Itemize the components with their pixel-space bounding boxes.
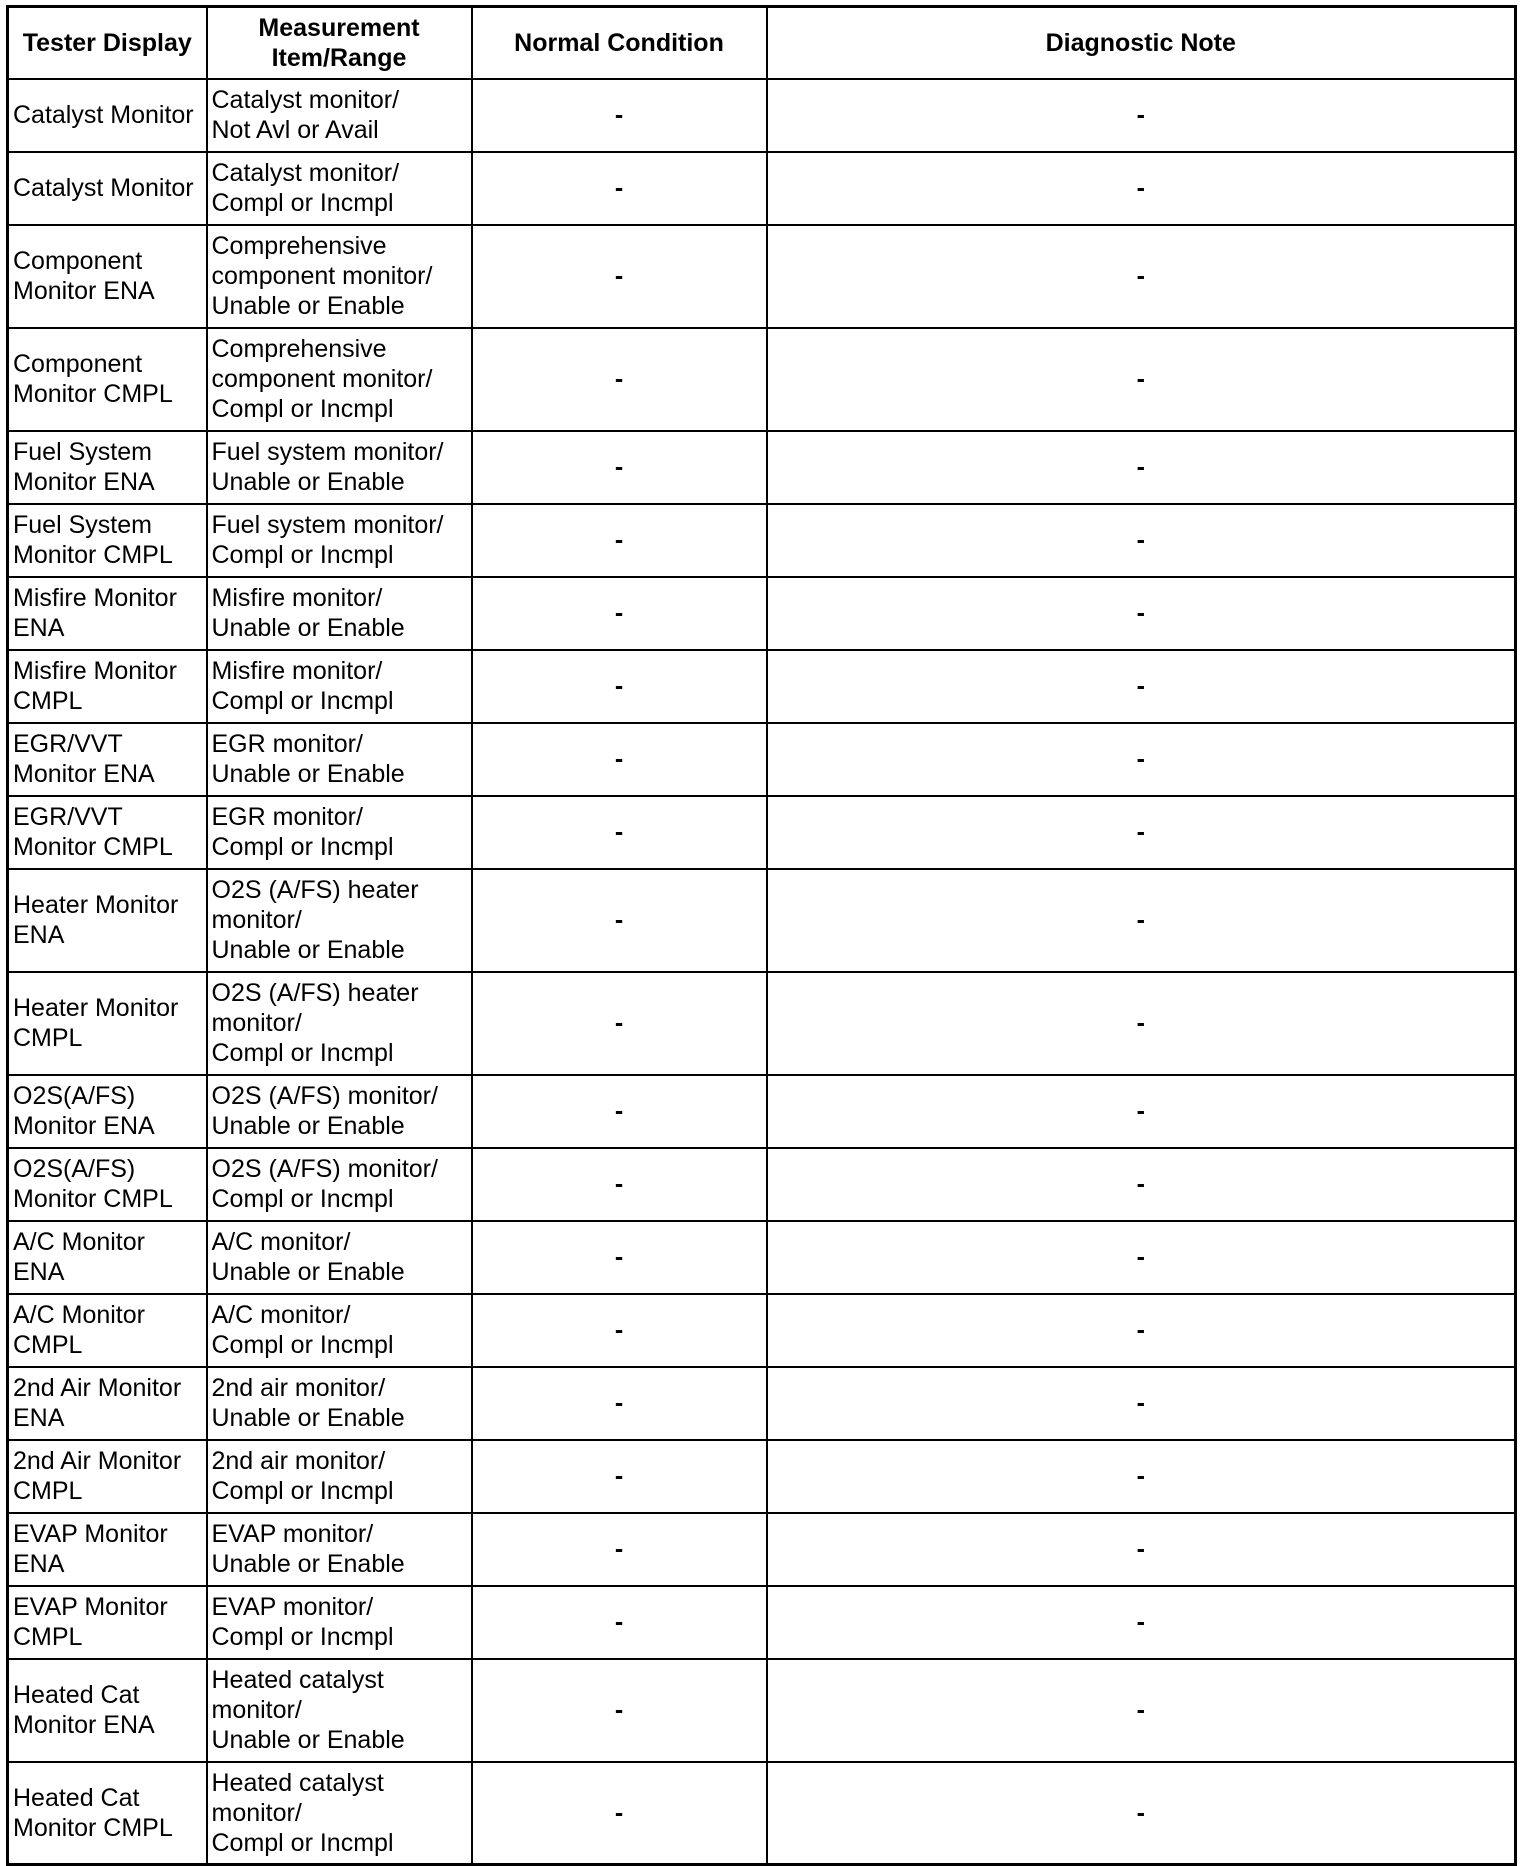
normal-condition-cell: [472, 431, 767, 504]
normal-condition-cell: [472, 225, 767, 328]
normal-condition-cell-text: -: [614, 1608, 624, 1636]
diagnostic-note-cell-text: -: [1136, 1009, 1145, 1037]
measurement-cell-text: O2S (A/FS) monitor/ Compl or Incmpl: [211, 1155, 438, 1213]
table-row: [8, 796, 1516, 869]
measurement-cell: [207, 225, 472, 328]
table-row: [8, 152, 1516, 225]
measurement-cell: [207, 650, 472, 723]
normal-condition-cell-text: -: [614, 1798, 624, 1827]
diagnostic-note-cell-text: -: [1136, 599, 1145, 627]
normal-condition-cell-text: -: [614, 1462, 624, 1490]
normal-condition-cell-text: -: [614, 672, 624, 700]
table-row: [8, 1294, 1516, 1367]
tester-display-cell: [8, 650, 207, 723]
tester-display-cell: [8, 1075, 207, 1148]
measurement-cell-text: EGR monitor/ Compl or Incmpl: [211, 803, 394, 861]
measurement-cell-text: Heated catalyst monitor/ Unable or Enable: [211, 1666, 405, 1754]
diagnostic-note-cell: [767, 504, 1516, 577]
table-row: [8, 723, 1516, 796]
normal-condition-cell: [472, 1659, 767, 1762]
measurement-cell: [207, 79, 472, 152]
tester-display-cell: [8, 1148, 207, 1221]
tester-display-cell: [8, 504, 207, 577]
table-row: [8, 650, 1516, 723]
measurement-cell: [207, 1148, 472, 1221]
diagnostic-note-cell-text: -: [1136, 453, 1145, 481]
tester-display-cell: [8, 1440, 207, 1513]
measurement-cell-text: Heated catalyst monitor/ Compl or Incmpl: [211, 1768, 394, 1857]
tester-display-cell-text: Heater Monitor ENA: [13, 891, 179, 949]
measurement-cell-text: Catalyst monitor/ Not Avl or Avail: [211, 86, 400, 144]
table-header-row: [8, 7, 1516, 79]
normal-condition-cell-text: -: [614, 365, 624, 393]
diagnostic-note-cell: [767, 869, 1516, 972]
measurement-cell: [207, 152, 472, 225]
measurement-cell-text: 2nd air monitor/ Unable or Enable: [211, 1374, 405, 1432]
measurement-cell: [207, 869, 472, 972]
normal-condition-cell: [472, 152, 767, 225]
diagnostic-note-cell-text: -: [1136, 1696, 1145, 1724]
diagnostic-note-cell-text: -: [1136, 1316, 1145, 1344]
diagnostic-note-cell: [767, 225, 1516, 328]
diagnostic-note-cell: [767, 431, 1516, 504]
measurement-cell-text: EGR monitor/ Unable or Enable: [211, 730, 405, 788]
tester-display-cell: [8, 1762, 207, 1865]
measurement-cell-text: A/C monitor/ Unable or Enable: [211, 1228, 405, 1286]
monitor-status-table: [6, 5, 1517, 1866]
diagnostic-note-cell: [767, 650, 1516, 723]
normal-condition-cell-text: -: [614, 818, 624, 846]
table-row: [8, 869, 1516, 972]
diagnostic-note-cell: [767, 1513, 1516, 1586]
measurement-cell: [207, 1586, 472, 1659]
diagnostic-note-cell: [767, 723, 1516, 796]
diagnostic-note-cell-text: -: [1136, 1462, 1145, 1490]
normal-condition-cell-text: -: [614, 101, 624, 129]
measurement-cell: [207, 1762, 472, 1865]
table-row: [8, 1075, 1516, 1148]
normal-condition-cell-text: -: [614, 1316, 624, 1344]
normal-condition-cell: [472, 1586, 767, 1659]
normal-condition-cell: [472, 1221, 767, 1294]
normal-condition-cell-text: -: [614, 1009, 624, 1037]
normal-condition-cell-text: -: [614, 1696, 624, 1724]
measurement-cell-text: Misfire monitor/ Compl or Incmpl: [211, 657, 394, 715]
tester-display-cell-text: Heated Cat Monitor ENA: [13, 1681, 155, 1739]
diagnostic-note-cell-text: -: [1136, 1097, 1145, 1125]
normal-condition-cell-text: -: [614, 1170, 624, 1198]
normal-condition-cell: [472, 796, 767, 869]
tester-display-cell: [8, 869, 207, 972]
measurement-cell-text: 2nd air monitor/ Compl or Incmpl: [211, 1447, 394, 1505]
normal-condition-cell: [472, 577, 767, 650]
measurement-cell-text: Fuel system monitor/ Unable or Enable: [211, 438, 444, 496]
diagnostic-note-cell: [767, 152, 1516, 225]
tester-display-cell: [8, 1367, 207, 1440]
measurement-cell: [207, 723, 472, 796]
tester-display-cell: [8, 79, 207, 152]
table-row: [8, 1440, 1516, 1513]
tester-display-cell-text: Fuel System Monitor CMPL: [13, 511, 173, 569]
diagnostic-note-cell-text: -: [1136, 1535, 1145, 1563]
header-measurement: Measurement Item/Range: [207, 7, 472, 79]
tester-display-cell-text: Component Monitor ENA: [13, 247, 155, 305]
measurement-cell-text: EVAP monitor/ Compl or Incmpl: [211, 1593, 394, 1651]
diagnostic-note-cell-text: -: [1136, 174, 1145, 202]
tester-display-cell: [8, 1659, 207, 1762]
tester-display-cell: [8, 152, 207, 225]
measurement-cell-text: Comprehensive component monitor/ Compl or Incmpl: [211, 335, 433, 423]
normal-condition-cell-text: -: [614, 174, 624, 202]
measurement-cell: [207, 431, 472, 504]
table-row: [8, 1659, 1516, 1762]
diagnostic-note-cell: [767, 796, 1516, 869]
measurement-cell-text: O2S (A/FS) heater monitor/ Unable or Enable: [211, 876, 419, 964]
tester-display-cell-text: 2nd Air Monitor CMPL: [13, 1447, 182, 1505]
diagnostic-note-cell: [767, 328, 1516, 431]
measurement-cell: [207, 1440, 472, 1513]
tester-display-cell-text: Component Monitor CMPL: [13, 350, 173, 408]
normal-condition-cell-text: -: [614, 526, 624, 554]
table-row: [8, 1221, 1516, 1294]
diagnostic-note-cell-text: -: [1136, 1170, 1145, 1198]
measurement-cell-text: O2S (A/FS) heater monitor/ Compl or Incmpl: [211, 979, 419, 1067]
normal-condition-cell: [472, 1440, 767, 1513]
tester-display-cell-text: Catalyst Monitor: [13, 174, 194, 202]
table-row: [8, 504, 1516, 577]
table-row: [8, 1586, 1516, 1659]
normal-condition-cell: [472, 972, 767, 1075]
normal-condition-cell: [472, 79, 767, 152]
normal-condition-cell: [472, 1148, 767, 1221]
tester-display-cell-text: 2nd Air Monitor ENA: [13, 1374, 182, 1432]
diagnostic-note-cell: [767, 1221, 1516, 1294]
measurement-cell: [207, 1221, 472, 1294]
diagnostic-note-cell: [767, 1586, 1516, 1659]
diagnostic-note-cell: [767, 1440, 1516, 1513]
measurement-cell-text: Comprehensive component monitor/ Unable or Enable: [211, 232, 433, 320]
measurement-cell-text: Fuel system monitor/ Compl or Incmpl: [211, 511, 444, 569]
normal-condition-cell: [472, 869, 767, 972]
table-row: [8, 577, 1516, 650]
diagnostic-note-cell: [767, 79, 1516, 152]
diagnostic-note-cell-text: -: [1136, 365, 1145, 393]
diagnostic-note-cell-text: -: [1136, 672, 1145, 700]
diagnostic-note-cell: [767, 1762, 1516, 1865]
tester-display-cell: [8, 1513, 207, 1586]
tester-display-cell-text: Catalyst Monitor: [13, 101, 194, 129]
normal-condition-cell-text: -: [614, 1389, 624, 1417]
header-tester-display: Tester Display: [8, 7, 207, 79]
normal-condition-cell-text: -: [614, 262, 624, 290]
tester-display-cell-text: Misfire Monitor ENA: [13, 584, 177, 642]
diagnostic-note-cell-text: -: [1136, 1608, 1145, 1636]
measurement-cell-text: A/C monitor/ Compl or Incmpl: [211, 1301, 394, 1359]
diagnostic-note-cell-text: -: [1136, 1798, 1145, 1827]
measurement-cell-text: EVAP monitor/ Unable or Enable: [211, 1520, 405, 1578]
tester-display-cell: [8, 577, 207, 650]
diagnostic-note-cell-text: -: [1136, 1243, 1145, 1271]
diagnostic-note-cell: [767, 577, 1516, 650]
table-row: [8, 431, 1516, 504]
diagnostic-note-cell-text: -: [1136, 101, 1145, 129]
measurement-cell: [207, 504, 472, 577]
measurement-cell: [207, 1513, 472, 1586]
measurement-cell: [207, 796, 472, 869]
normal-condition-cell-text: -: [614, 599, 624, 627]
table-row: [8, 1367, 1516, 1440]
diagnostic-note-cell-text: -: [1136, 906, 1145, 934]
tester-display-cell: [8, 972, 207, 1075]
diagnostic-note-cell-text: -: [1136, 1389, 1145, 1417]
normal-condition-cell-text: -: [614, 1243, 624, 1271]
tester-display-cell-text: EVAP Monitor ENA: [13, 1520, 168, 1578]
normal-condition-cell: [472, 1075, 767, 1148]
measurement-cell: [207, 1075, 472, 1148]
measurement-cell: [207, 1294, 472, 1367]
tester-display-cell-text: Misfire Monitor CMPL: [13, 657, 177, 715]
diagnostic-note-cell: [767, 1367, 1516, 1440]
normal-condition-cell-text: -: [614, 1097, 624, 1125]
table-row: [8, 225, 1516, 328]
spec-table-page: [6, 5, 1514, 1857]
normal-condition-cell: [472, 504, 767, 577]
normal-condition-cell-text: -: [614, 906, 624, 934]
tester-display-cell: [8, 431, 207, 504]
tester-display-cell: [8, 225, 207, 328]
table-row: [8, 79, 1516, 152]
measurement-cell-text: Catalyst monitor/ Compl or Incmpl: [211, 159, 400, 217]
diagnostic-note-cell-text: -: [1136, 818, 1145, 846]
tester-display-cell: [8, 328, 207, 431]
diagnostic-note-cell-text: -: [1136, 745, 1145, 773]
normal-condition-cell: [472, 1762, 767, 1865]
tester-display-cell: [8, 1294, 207, 1367]
normal-condition-cell: [472, 1367, 767, 1440]
tester-display-cell: [8, 1586, 207, 1659]
tester-display-cell-text: O2S(A/FS) Monitor CMPL: [13, 1155, 173, 1213]
diagnostic-note-cell-text: -: [1136, 526, 1145, 554]
normal-condition-cell-text: -: [614, 453, 624, 481]
tester-display-cell-text: EVAP Monitor CMPL: [13, 1593, 168, 1651]
header-normal-condition: Normal Condition: [472, 7, 767, 79]
normal-condition-cell: [472, 650, 767, 723]
diagnostic-note-cell: [767, 1659, 1516, 1762]
normal-condition-cell: [472, 723, 767, 796]
tester-display-cell: [8, 1221, 207, 1294]
measurement-cell-text: O2S (A/FS) monitor/ Unable or Enable: [211, 1082, 438, 1140]
tester-display-cell-text: EGR/VVT Monitor CMPL: [13, 803, 173, 861]
normal-condition-cell: [472, 1294, 767, 1367]
measurement-cell: [207, 577, 472, 650]
table-row: [8, 1148, 1516, 1221]
table-row: [8, 1513, 1516, 1586]
diagnostic-note-cell-text: -: [1136, 262, 1145, 290]
measurement-cell: [207, 1367, 472, 1440]
tester-display-cell: [8, 723, 207, 796]
tester-display-cell-text: Heated Cat Monitor CMPL: [13, 1783, 173, 1842]
normal-condition-cell-text: -: [614, 1535, 624, 1563]
normal-condition-cell-text: -: [614, 745, 624, 773]
normal-condition-cell: [472, 1513, 767, 1586]
diagnostic-note-cell: [767, 1294, 1516, 1367]
tester-display-cell-text: Heater Monitor CMPL: [13, 994, 179, 1052]
table-row: [8, 972, 1516, 1075]
measurement-cell-text: Misfire monitor/ Unable or Enable: [211, 584, 405, 642]
table-row: [8, 328, 1516, 431]
measurement-cell: [207, 328, 472, 431]
tester-display-cell-text: EGR/VVT Monitor ENA: [13, 730, 155, 788]
tester-display-cell-text: A/C Monitor CMPL: [13, 1301, 145, 1359]
tester-display-cell-text: A/C Monitor ENA: [13, 1228, 145, 1286]
diagnostic-note-cell: [767, 1148, 1516, 1221]
diagnostic-note-cell: [767, 1075, 1516, 1148]
tester-display-cell: [8, 796, 207, 869]
header-diagnostic-note: Diagnostic Note: [767, 7, 1516, 79]
measurement-cell: [207, 972, 472, 1075]
tester-display-cell-text: O2S(A/FS) Monitor ENA: [13, 1082, 155, 1140]
measurement-cell: [207, 1659, 472, 1762]
normal-condition-cell: [472, 328, 767, 431]
tester-display-cell-text: Fuel System Monitor ENA: [13, 438, 155, 496]
diagnostic-note-cell: [767, 972, 1516, 1075]
table-row: [8, 1762, 1516, 1865]
